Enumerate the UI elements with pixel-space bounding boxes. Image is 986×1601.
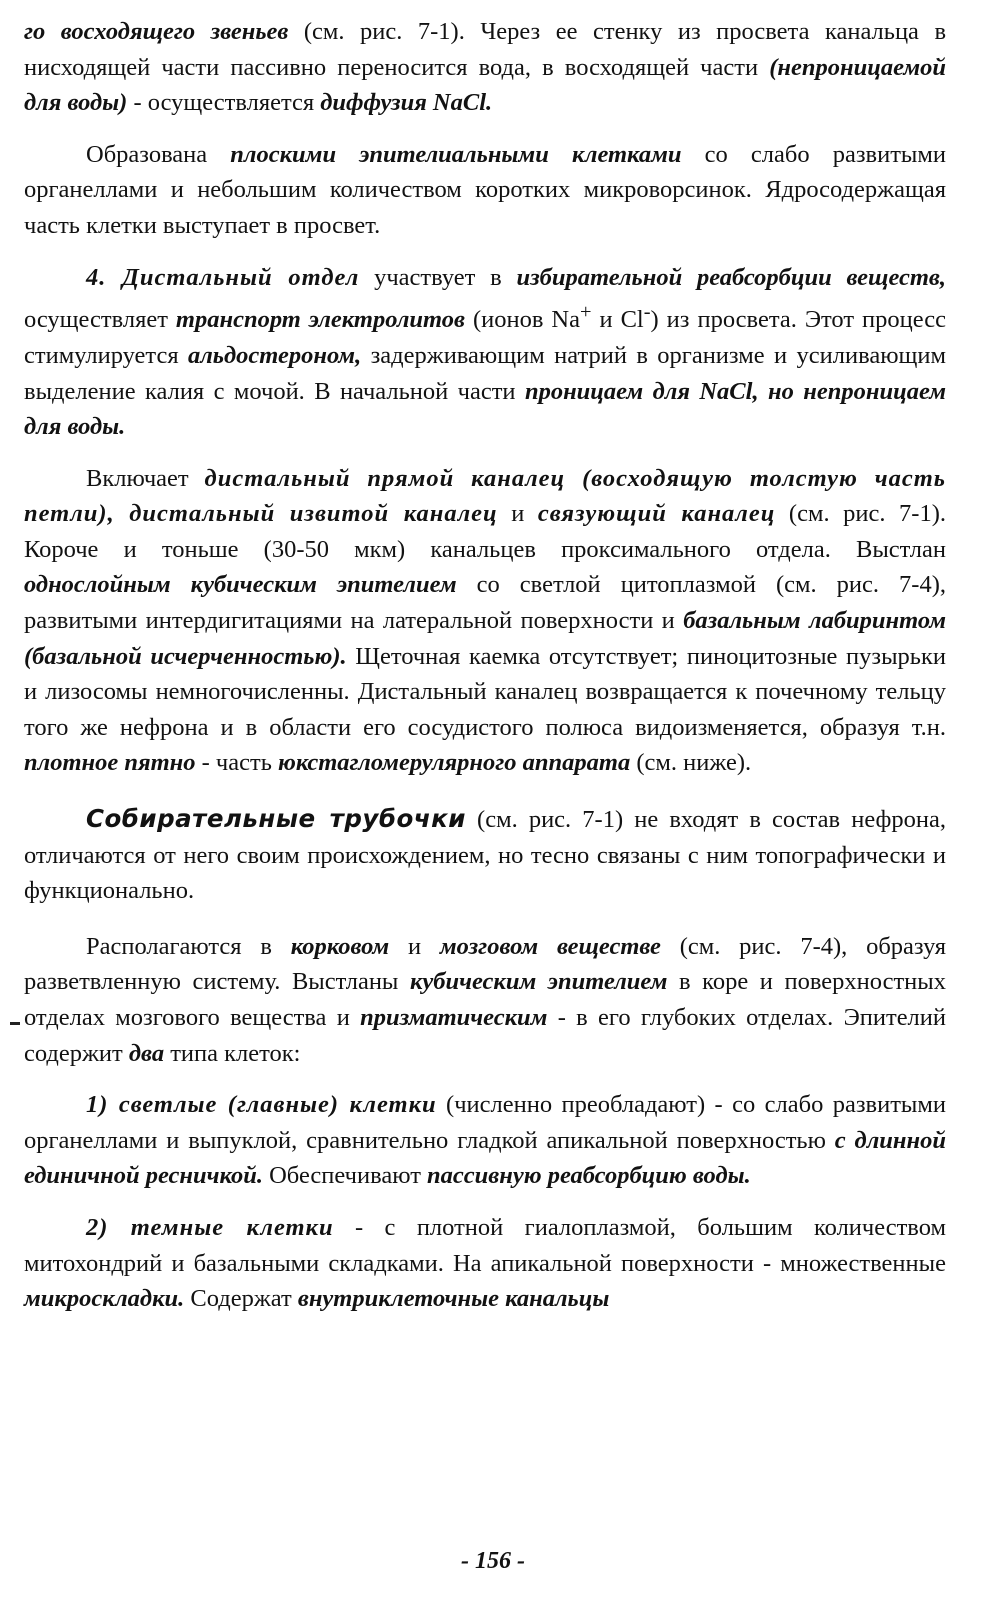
emphasis: альдостероном, [187,341,362,369]
text: и [389,932,440,960]
emphasis: внутриклеточные канальцы [297,1285,610,1313]
emphasis: проницаем для NaCl, но непроницаем для воды. [24,377,946,441]
text: - осуществляется [127,89,321,117]
text: Включает [86,464,205,492]
paragraph-distal-section [24,260,946,445]
text: ) из просвета. Этот процесс стимулируется [24,306,946,369]
text: Обеспечивают [262,1162,428,1190]
emphasis: избирательной реабсорбции веществ, [516,263,947,291]
emphasis: пассивную реабсорбцию воды. [427,1162,751,1190]
text: типа клеток: [164,1039,301,1067]
text: (численно преобладают) - со слабо развитыми органеллами и выпуклой, сравнительно гладкой апикальной поверхностью [24,1091,947,1154]
superscript: - [643,301,651,324]
paragraph-light-cells [24,1087,946,1194]
section-heading-distal: 4. Дистальный отдел [86,263,360,291]
emphasis: с длинной единичной ресничкой. [24,1126,946,1190]
paragraph-distal-tubule-structure [24,461,946,781]
paragraph-thin-segment-epithelium [24,137,946,244]
text: - с плотной гиалоплазмой, большим количеством митохондрий и базальными складками. На апикальной поверхности - множественные [24,1213,946,1277]
text: (см. ниже). [630,749,752,777]
text: со слабо развитыми органеллами и небольшим количеством коротких микроворсинок. Ядросодержащая часть клетки выступает в просвет. [24,140,946,239]
text: (ионов Na [464,306,580,334]
emphasis: однослойным кубическим эпителием [24,571,457,599]
paragraph-collecting-ducts [24,801,946,909]
superscript: + [579,301,592,324]
emphasis: кубическим эпителием [409,968,668,996]
text: в коре и поверхностных отделах мозгового вещества и [24,968,947,1031]
emphasis: два [128,1039,165,1067]
text: задерживающим натрий в организме и усиливающим выделение калия с мочой. В начальной части [24,341,946,405]
emphasis: мозговом веществе [439,932,661,960]
emphasis: плоскими эпителиальными клетками [230,140,682,168]
text: и Cl [591,306,644,334]
emphasis: призматическим [360,1004,548,1031]
text: - часть [195,749,278,777]
emphasis: го восходящего звеньев [24,18,289,45]
emphasis: диффузия NaCl. [320,89,493,117]
emphasis: плотное пятно [24,749,196,777]
text: (см. рис. 7-1). Через ее стенку из просвета канальца в нисходящей части пассивно переносится вода, в восходящей части [24,18,947,81]
margin-mark [10,1022,20,1025]
emphasis-strong: связующий каналец [537,500,776,528]
text: Располагаются в [86,932,291,960]
paragraph-loop-of-henle-continuation [24,14,946,121]
text: (см. рис. 7-1). Короче и тоньше (30-50 мкм) канальцев проксимального отдела. Выстлан [24,500,946,563]
text: Образована [86,140,231,168]
text: со светлой цитоплазмой (см. рис. 7-4), развитыми интердигитациями на латеральной поверхности и [24,571,946,635]
text: (см. рис. 7-4), образуя разветвленную систему. Выстланы [24,932,946,996]
section-heading-collecting-ducts: Собирательные трубочки [86,804,466,834]
emphasis: транспорт электролитов [175,306,465,334]
text: и [497,500,538,528]
text: участвует в [359,263,517,291]
emphasis: юкстагломерулярного аппарата [278,749,631,777]
list-item-heading-dark-cells: 2) темные клетки [86,1213,334,1241]
page-number: - 156 - [461,1548,525,1574]
paragraph-dark-cells [24,1210,946,1317]
emphasis-strong: дистальный прямой каналец (восходящую толстую часть петли), дистальный извитой каналец [24,464,947,528]
text: осуществляет [24,306,176,334]
list-item-heading-light-cells: 1) светлые (главные) клетки [86,1091,437,1119]
emphasis: базальным лабиринтом (базальной исчерченностью). [24,607,946,670]
emphasis: (непроницаемой для воды) [24,53,946,117]
text: - в его глубоких отделах. Эпителий содержит [24,1004,947,1067]
text: (см. рис. 7-1) не входят в состав нефрона, отличаются от него своим происхождением, но тесно связаны с ним топографически и функционально. [24,806,946,905]
text: Содержат [184,1285,298,1313]
text: Щеточная каемка отсутствует; пиноцитозные пузырьки и лизосомы немногочисленны. Дистальный каналец возвращается к почечному тельцу того же нефрона и в области его сосудистого полюса видоизменяется, образуя т.н. [24,642,946,741]
emphasis: микроскладки. [24,1285,185,1313]
paragraph-collecting-ducts-location [24,929,946,1071]
emphasis: корковом [290,932,390,960]
